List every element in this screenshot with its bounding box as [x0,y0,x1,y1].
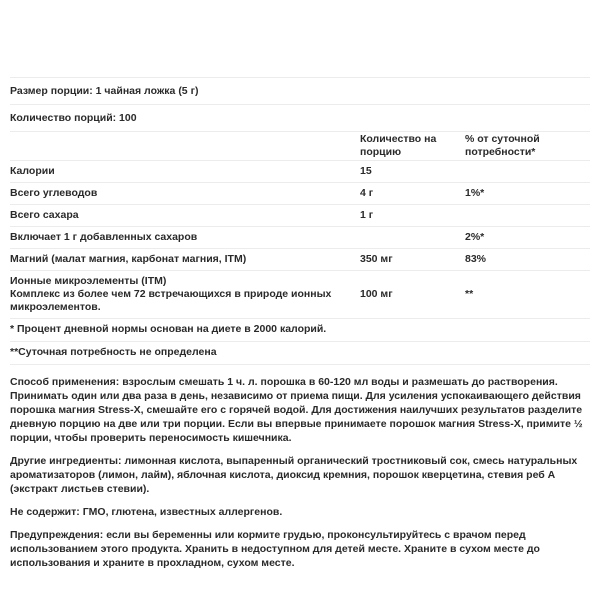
info-section [10,375,590,570]
column-header-amount: Количество на порцию [360,133,437,158]
nutrient-dv: ** [465,288,474,300]
supplement-label [0,77,600,570]
directions-label: Способ применения: [10,376,120,388]
warnings-label: Предупреждения: [10,529,104,541]
does-not-contain-paragraph [10,505,590,519]
footnote-text: **Суточная потребность не определена [10,346,217,358]
table-row-ionic-trace-minerals [10,271,590,319]
table-row-added-sugars [10,227,590,249]
directions-text: взрослым смешать 1 ч. л. порошка в 60-120 мл воды и размешать до растворения. Принимать один или два раза в день, независимо от приема пищи. Для усиления успокаивающего действия порошка магния Stress-X, смешайте его с горячей водой. Для достижения наилучших результатов разделите дневную порцию на две или три порции. Если вы впервые принимаете порошок магния Stress-X, примите ½ порции, чтобы проверить переносимость кишечника. [10,376,583,444]
nutrient-amount: 15 [360,165,372,177]
other-ingredients-label: Другие ингредиенты: [10,455,122,467]
other-ingredients-paragraph [10,454,590,496]
table-row-total-sugars [10,205,590,227]
table-row-total-carbs [10,183,590,205]
table-row-calories [10,161,590,183]
nutrient-name: Калории [10,165,55,177]
nutrient-amount: 1 г [360,209,374,221]
table-row-magnesium [10,249,590,271]
footnote-dv-not-established [10,342,590,365]
nutrient-amount: 100 мг [360,288,393,300]
nutrient-dv: 2%* [465,231,485,243]
nutrient-amount: 350 мг [360,253,393,265]
footnote-daily-value [10,319,590,342]
nutrient-name-block [10,275,360,314]
table-header-row [10,132,590,161]
serving-size-text: Размер порции: 1 чайная ложка (5 г) [10,85,199,97]
footnote-text: * Процент дневной нормы основан на диете в 2000 калорий. [10,323,327,335]
does-not-contain-label: Не содержит: [10,506,80,518]
directions-paragraph [10,375,590,445]
warnings-paragraph [10,528,590,570]
other-ingredients-text: лимонная кислота, выпаренный органический тростниковый сок, смесь натуральных ароматизаторов (лимон, лайм), яблочная кислота, диоксид кремния, порошок кверцетина, стевия реб А (экстракт листьев стевии). [10,455,578,495]
nutrient-name: Магний (малат магния, карбонат магния, ITM) [10,253,247,265]
nutrient-dv: 83% [465,253,487,265]
nutrient-name: Всего углеводов [10,187,98,199]
nutrient-amount: 4 г [360,187,374,199]
nutrient-name: Включает 1 г добавленных сахаров [10,231,198,243]
column-header-daily-value: % от суточной потребности* [465,133,540,158]
does-not-contain-text: ГМО, глютена, известных аллергенов. [82,506,283,518]
nutrient-description: Комплекс из более чем 72 встречающихся в природе ионных микроэлементов. [10,288,332,313]
nutrient-dv: 1%* [465,187,485,199]
warnings-text: если вы беременны или кормите грудью, проконсультируйтесь с врачом перед использованием этого продукта. Хранить в недоступном для детей месте. Храните в сухом месте до использования и храните в прохладном, сухом месте. [10,529,540,569]
nutrient-name: Ионные микроэлементы (ITM) [10,275,167,287]
servings-per-container-text: Количество порций: 100 [10,112,137,124]
nutrient-name: Всего сахара [10,209,79,221]
supplement-facts-table [10,77,590,365]
servings-per-container-row [10,105,590,132]
serving-size-row [10,78,590,105]
